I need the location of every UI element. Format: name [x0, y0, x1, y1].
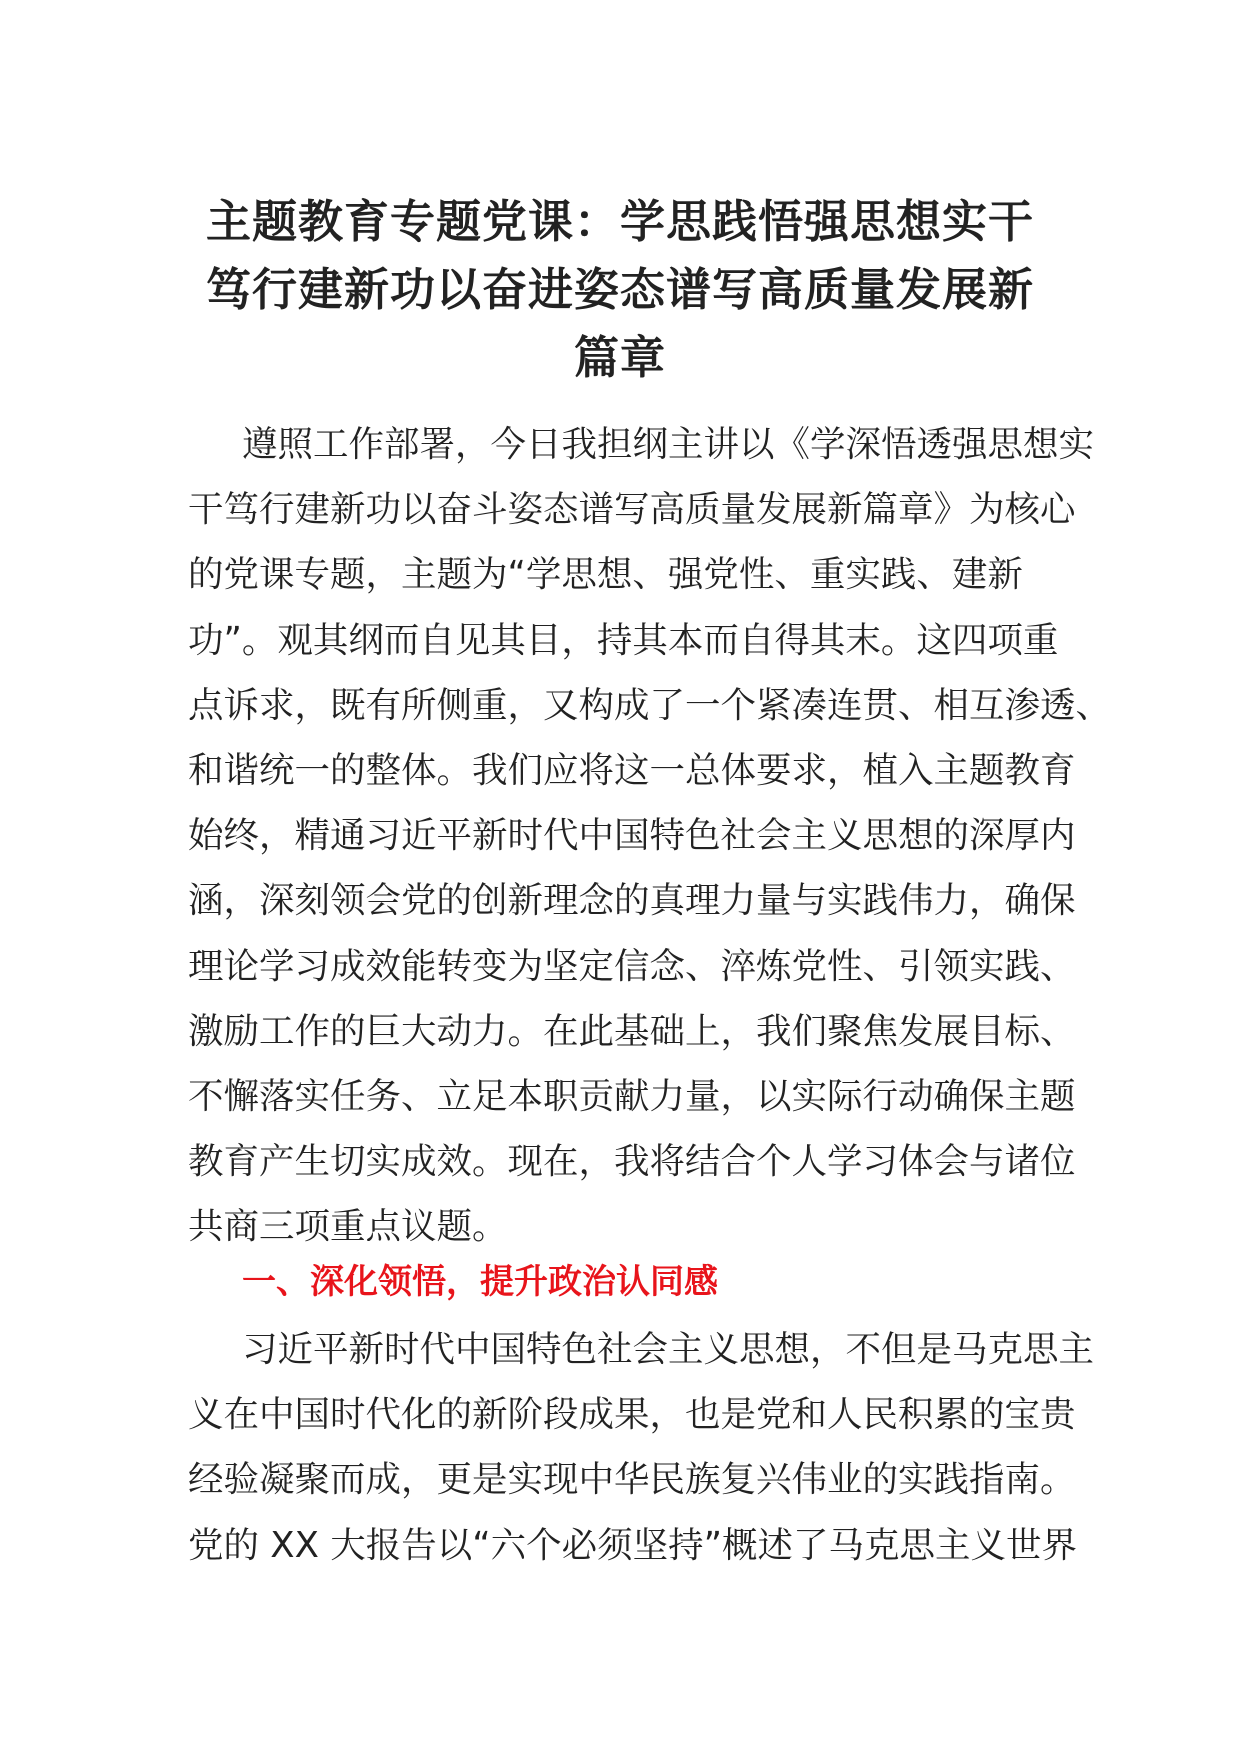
text-line: 涵，深刻领会党的创新理念的真理力量与实践伟力，确保	[188, 880, 1076, 922]
intro-paragraph	[188, 412, 1112, 1260]
section-heading: 一、深化领悟，提升政治认同感	[242, 1262, 718, 1302]
text-line: 激励工作的巨大动力。在此基础上，我们聚焦发展目标、	[188, 1010, 1076, 1052]
text-line: 的党课专题，主题为“学思想、强党性、重实践、建新	[188, 554, 1023, 596]
text-line: 遵照工作部署，今日我担纲主讲以《学深悟透强思想实	[242, 424, 1095, 465]
section-paragraph	[188, 1317, 1095, 1578]
title-line: 篇章	[573, 331, 666, 384]
text-line: 共商三项重点议题。	[188, 1206, 508, 1248]
title-line: 笃行建新功以奋进姿态谱写高质量发展新	[205, 263, 1034, 316]
text-line: 干笃行建新功以奋斗姿态谱写高质量发展新篇章》为核心	[188, 489, 1076, 531]
document-title	[190, 188, 1050, 392]
text-line: 和谐统一的整体。我们应将这一总体要求，植入主题教育	[188, 750, 1076, 792]
text-line: 理论学习成效能转变为坚定信念、淬炼党性、引领实践、	[188, 945, 1076, 987]
text-line: 功”。观其纲而自见其目，持其本而自得其末。这四项重	[188, 619, 1059, 661]
text-line: 习近平新时代中国特色社会主义思想，不但是马克思主	[242, 1329, 1095, 1370]
text-line: 经验凝聚而成，更是实现中华民族复兴伟业的实践指南。	[188, 1459, 1076, 1501]
text-line: 党的 XX 大报告以“六个必须坚持”概述了马克思主义世界	[188, 1524, 1077, 1566]
text-line: 教育产生切实成效。现在，我将结合个人学习体会与诸位	[188, 1141, 1076, 1183]
text-line: 点诉求，既有所侧重，又构成了一个紧凑连贯、相互渗透、	[188, 684, 1112, 726]
text-line: 义在中国时代化的新阶段成果，也是党和人民积累的宝贵	[188, 1394, 1076, 1436]
text-line: 始终，精通习近平新时代中国特色社会主义思想的深厚内	[188, 815, 1076, 857]
title-line: 主题教育专题党课：学思践悟强思想实干	[205, 195, 1034, 248]
text-line: 不懈落实任务、立足本职贡献力量，以实际行动确保主题	[188, 1076, 1076, 1118]
